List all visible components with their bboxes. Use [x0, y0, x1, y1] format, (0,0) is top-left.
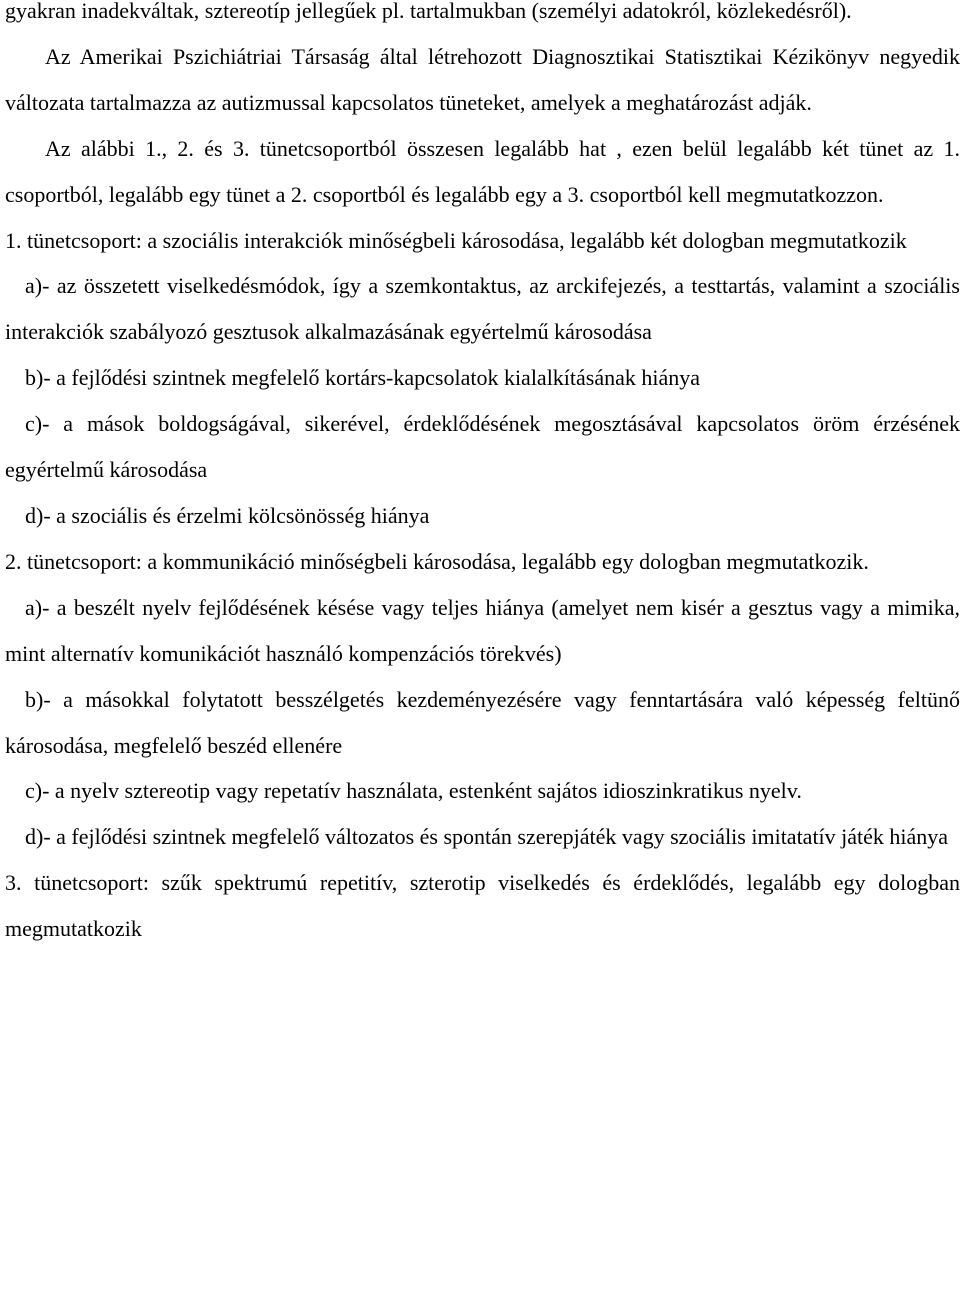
paragraph-continuation: gyakran inadekváltak, sztereotíp jellegűek pl. tartalmukban (személyi adatokról, közlekedésről). — [5, 0, 852, 23]
paragraph-criteria-rule: Az alábbi 1., 2. és 3. tünetcsoportból összesen legalább hat , ezen belül legalább két tünet az 1. csoportból, legalább egy tünet a 2. csoportból és legalább egy a 3. csoportból kell megmutatkozzon. — [5, 135, 960, 207]
symptom-1b: b)- a fejlődési szintnek megfelelő kortárs-kapcsolatok kialalkításának hiánya — [25, 365, 701, 391]
paragraph-dsm-intro: Az Amerikai Pszichiátriai Társaság által létrehozott Diagnosztikai Statisztikai Kézikönyv negyedik változata tartalmazza az autizmussal kapcsolatos tüneteket, amelyek a meghatározást adják. — [5, 43, 960, 115]
symptom-2b: b)- a másokkal folytatott besszélgetés kezdeményezésére vagy fenntartására való képesség feltünő károsodása, megfelelő beszéd ellenére — [5, 686, 960, 758]
symptom-group-2-heading: 2. tünetcsoport: a kommunikáció minőségbeli károsodása, legalább egy dologban megmutatkozik. — [5, 548, 869, 574]
symptom-1d: d)- a szociális és érzelmi kölcsönösség hiánya — [25, 502, 430, 528]
symptom-1c: c)- a mások boldogságával, sikerével, érdeklődésének megosztásával kapcsolatos öröm érzésének egyértelmű károsodása — [5, 411, 960, 483]
symptom-1a: a)- az összetett viselkedésmódok, így a szemkontaktus, az arckifejezés, a testtartás, valamint a szociális interakciók szabályozó gesztusok alkalmazásának egyértelmű károsodása — [5, 273, 960, 345]
document-page — [5, 0, 960, 952]
symptom-2c: c)- a nyelv sztereotip vagy repetatív használata, estenként sajátos idioszinkratikus nyelv. — [25, 778, 802, 804]
symptom-2a: a)- a beszélt nyelv fejlődésének késése vagy teljes hiánya (amelyet nem kisér a gesztus vagy a mimika, mint alternatív komunikációt használó kompenzációs törekvés) — [5, 594, 960, 666]
symptom-group-1-heading: 1. tünetcsoport: a szociális interakciók minőségbeli károsodása, legalább két dologban megmutatkozik — [5, 227, 907, 253]
symptom-2d: d)- a fejlődési szintnek megfelelő változatos és spontán szerepjáték vagy szociális imitatatív játék hiánya — [25, 824, 949, 850]
symptom-group-3-heading: 3. tünetcsoport: szűk spektrumú repetitív, szterotip viselkedés és érdeklődés, legalább egy dologban megmutatkozik — [5, 870, 960, 942]
